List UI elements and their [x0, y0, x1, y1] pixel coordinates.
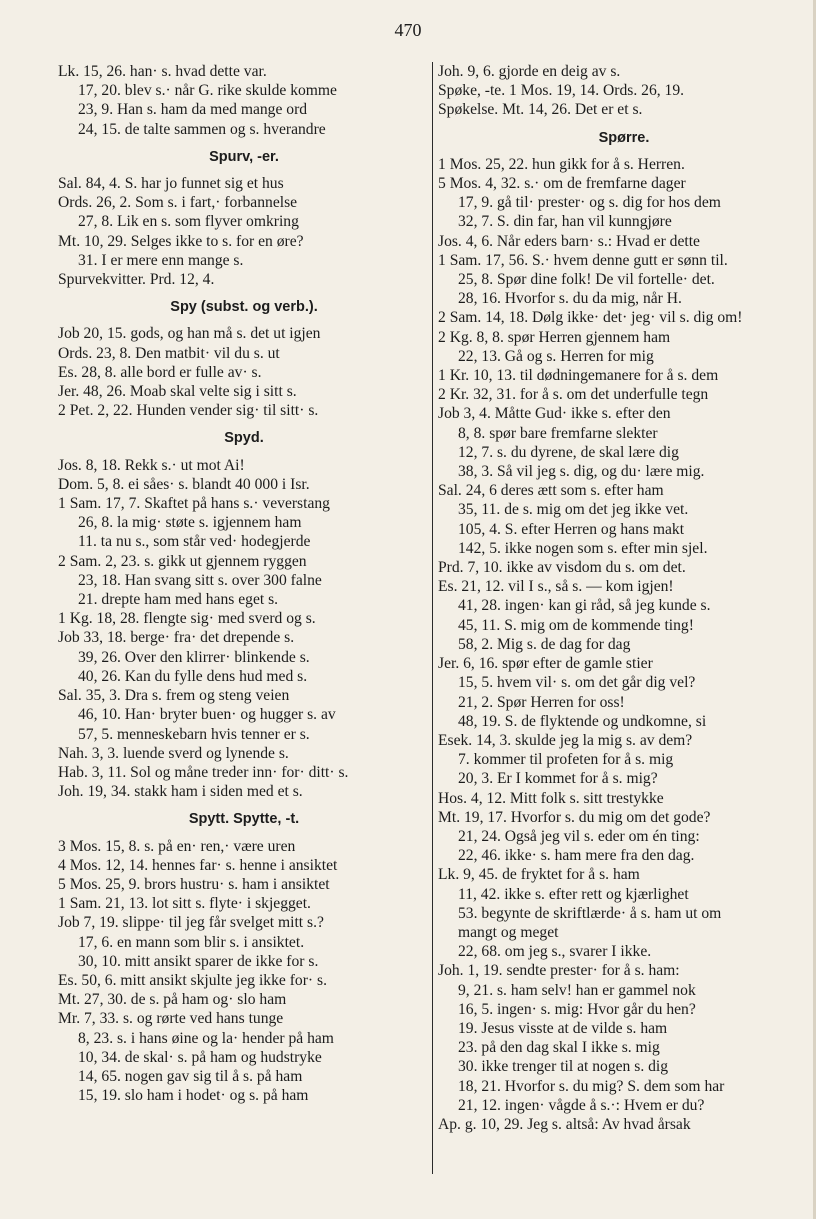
- entry-line: 26, 8. la mig· støte s. igjennem ham: [78, 514, 302, 532]
- entry-line: 28, 16. Hvorfor s. du da mig, når H.: [458, 290, 682, 308]
- entry-line: 2 Kr. 32, 31. for å s. om det underfulle tegn: [438, 386, 709, 404]
- entry-line: 22, 13. Gå og s. Herren for mig: [458, 347, 654, 365]
- entry-line: Hos. 4, 12. Mitt folk s. sitt trestykke: [438, 789, 664, 807]
- entry-line: 17, 6. en mann som blir s. i ansiktet.: [78, 933, 305, 951]
- entry-line: Sal. 24, 6 deres ætt som s. efter ham: [438, 482, 664, 500]
- entry-line: 2 Kg. 8, 8. spør Herren gjennem ham: [438, 328, 671, 346]
- entry-line: Job 33, 18. berge· fra· det drepende s.: [58, 629, 295, 647]
- entry-line: 23, 18. Han svang sitt s. over 300 falne: [78, 571, 322, 589]
- entry-line: Es. 28, 8. alle bord er fulle av· s.: [58, 363, 262, 381]
- entry-line: 17, 9. gå til· prester· og s. dig for hos dem: [458, 194, 721, 212]
- section-heading: Spy (subst. og verb.).: [170, 299, 318, 316]
- entry-line: Jos. 4, 6. Når eders barn· s.: Hvad er dette: [438, 232, 700, 250]
- entry-line: 19. Jesus visste at de vilde s. ham: [458, 1019, 668, 1037]
- entry-line: Ords. 26, 2. Som s. i fart,· forbannelse: [58, 194, 298, 212]
- entry-line: Esek. 14, 3. skulde jeg la mig s. av dem?: [438, 731, 693, 749]
- entry-line: Prd. 7, 10. ikke av visdom du s. om det.: [438, 559, 686, 577]
- entry-line: 48, 19. S. de flyktende og undkomne, si: [458, 712, 707, 730]
- entry-line: 105, 4. S. efter Herren og hans makt: [458, 520, 685, 538]
- entry-line: 17, 20. blev s.· når G. rike skulde komme: [78, 82, 337, 100]
- section-heading: Spyd.: [224, 430, 264, 447]
- entry-line: 21. drepte ham med hans eget s.: [78, 591, 279, 609]
- entry-line: Joh. 1, 19. sendte prester· for å s. ham:: [438, 962, 680, 980]
- entry-line: 9, 21. s. ham selv! han er gammel nok: [458, 981, 696, 999]
- entry-line: 16, 5. ingen· s. mig: Hvor går du hen?: [458, 1000, 696, 1018]
- entry-line: 58, 2. Mig s. de dag for dag: [458, 635, 631, 653]
- entry-line: 1 Kr. 10, 13. til dødningemanere for å s. dem: [438, 367, 719, 385]
- entry-line: Lk. 9, 45. de fryktet for å s. ham: [438, 866, 640, 884]
- entry-line: Mr. 7, 33. s. og rørte ved hans tunge: [58, 1010, 284, 1028]
- entry-line: Mt. 10, 29. Selges ikke to s. for en øre?: [58, 232, 304, 250]
- entry-line: 30. ikke trenger til at nogen s. dig: [458, 1058, 669, 1076]
- entry-line: 41, 28. ingen· kan gi råd, så jeg kunde s.: [458, 597, 711, 615]
- entry-line: Hab. 3, 11. Sol og måne treder inn· for· ditt· s.: [58, 763, 349, 781]
- entry-line: 32, 7. S. din far, han vil kunngjøre: [458, 213, 672, 231]
- entry-line: 39, 26. Over den klirrer· blinkende s.: [78, 648, 310, 666]
- entry-line: Jer. 6, 16. spør efter de gamle stier: [438, 655, 653, 673]
- entry-line: 22, 68. om jeg s., svarer I ikke.: [458, 943, 652, 961]
- entry-line: Spøkelse. Mt. 14, 26. Det er et s.: [438, 101, 643, 119]
- entry-line: 25, 8. Spør dine folk! De vil fortelle· det.: [458, 271, 715, 289]
- entry-line: mangt og meget: [458, 923, 559, 941]
- right-column: [438, 62, 810, 1134]
- entry-line: 53. begynte de skriftlærde· å s. ham ut om: [458, 904, 722, 922]
- entry-line: 40, 26. Kan du fylle dens hud med s.: [78, 667, 308, 685]
- section-heading: Spurv, -er.: [209, 148, 279, 165]
- entry-line: 1 Kg. 18, 28. flengte sig· med sverd og s.: [58, 610, 316, 628]
- entry-line: 18, 21. Hvorfor s. du mig? S. dem som har: [458, 1077, 725, 1095]
- entry-line: 21, 24. Også jeg vil s. eder om én ting:: [458, 827, 700, 845]
- entry-line: Joh. 9, 6. gjorde en deig av s.: [438, 63, 621, 80]
- entry-line: 11, 42. ikke s. efter rett og kjærlighet: [458, 885, 689, 903]
- entry-line: 3 Mos. 15, 8. s. på en· ren,· være uren: [58, 837, 296, 855]
- entry-line: Sal. 84, 4. S. har jo funnet sig et hus: [58, 175, 284, 193]
- entry-line: 5 Mos. 4, 32. s.· om de fremfarne dager: [438, 175, 686, 193]
- entry-line: 1 Sam. 17, 56. S.· hvem denne gutt er sønn til.: [438, 251, 728, 269]
- entry-line: 2 Sam. 14, 18. Dølg ikke· det· jeg· vil s. dig om!: [438, 309, 743, 327]
- entry-line: 38, 3. Så vil jeg s. dig, og du· lære mig.: [458, 463, 705, 481]
- entry-line: 23, 9. Han s. ham da med mange ord: [78, 101, 308, 119]
- entry-line: Mt. 27, 30. de s. på ham og· slo ham: [58, 991, 287, 1009]
- entry-line: 4 Mos. 12, 14. hennes far· s. henne i ansiktet: [58, 856, 338, 874]
- entry-line: Mt. 19, 17. Hvorfor s. du mig om det gode?: [438, 808, 711, 826]
- entry-line: Dom. 5, 8. ei såes· s. blandt 40 000 i Isr.: [58, 475, 310, 493]
- entry-line: 46, 10. Han· bryter buen· og hugger s. av: [78, 706, 336, 724]
- entry-line: Sal. 35, 3. Dra s. frem og steng veien: [58, 687, 290, 705]
- entry-line: Es. 21, 12. vil I s., så s. — kom igjen!: [438, 578, 674, 596]
- entry-line: 12, 7. s. du dyrene, de skal lære dig: [458, 443, 679, 461]
- entry-line: 31. I er mere enn mange s.: [78, 251, 244, 269]
- entry-line: 57, 5. menneskebarn hvis tenner er s.: [78, 725, 310, 743]
- entry-line: Job 20, 15. gods, og han må s. det ut igjen: [58, 325, 321, 343]
- page-number: 470: [394, 20, 422, 40]
- entry-line: Spøke, -te. 1 Mos. 19, 14. Ords. 26, 19.: [438, 82, 685, 100]
- entry-line: 27, 8. Lik en s. som flyver omkring: [78, 213, 299, 231]
- entry-line: 11. ta nu s., som står ved· hodegjerde: [78, 533, 311, 551]
- entry-line: Ords. 23, 8. Den matbit· vil du s. ut: [58, 344, 280, 362]
- entry-line: 1 Sam. 17, 7. Skaftet på hans s.· veverstang: [58, 495, 330, 513]
- entry-line: 45, 11. S. mig om de kommende ting!: [458, 616, 694, 634]
- entry-line: 20, 3. Er I kommet for å s. mig?: [458, 770, 658, 788]
- entry-line: Spurvekvitter. Prd. 12, 4.: [58, 271, 215, 289]
- entry-line: 2 Sam. 2, 23. s. gikk ut gjennem ryggen: [58, 552, 307, 570]
- entry-line: Lk. 15, 26. han· s. hvad dette var.: [58, 63, 267, 80]
- entry-line: 7. kommer til profeten for å s. mig: [458, 751, 674, 769]
- entry-line: 1 Sam. 21, 13. lot sitt s. flyte· i skjegget.: [58, 895, 311, 913]
- entry-line: 21, 2. Spør Herren for oss!: [458, 693, 625, 711]
- entry-line: 15, 19. slo ham i hodet· og s. på ham: [78, 1087, 309, 1105]
- entry-line: Jos. 8, 18. Rekk s.· ut mot Ai!: [58, 456, 245, 474]
- entry-line: Es. 50, 6. mitt ansikt skjulte jeg ikke for· s.: [58, 971, 327, 989]
- entry-line: 24, 15. de talte sammen og s. hverandre: [78, 120, 326, 138]
- entry-line: 21, 12. ingen· vågde å s.·: Hvem er du?: [458, 1096, 705, 1114]
- section-heading: Spytt. Spytte, -t.: [188, 811, 300, 828]
- entry-line: 1 Mos. 25, 22. hun gikk for å s. Herren.: [438, 155, 685, 173]
- entry-line: 2 Pet. 2, 22. Hunden vender sig· til sitt· s.: [58, 402, 319, 420]
- left-column: [58, 62, 430, 1105]
- entry-line: 10, 34. de skal· s. på ham og hudstryke: [78, 1048, 322, 1066]
- entry-line: 5 Mos. 25, 9. brors hustru· s. ham i ansiktet: [58, 875, 330, 893]
- entry-line: Job 7, 19. slippe· til jeg får svelget mitt s.?: [58, 914, 324, 932]
- entry-line: 8, 8. spør bare fremfarne slekter: [458, 424, 658, 442]
- entry-line: Joh. 19, 34. stakk ham i siden med et s.: [58, 783, 303, 801]
- entry-line: 22, 46. ikke· s. ham mere fra den dag.: [458, 847, 695, 865]
- entry-line: 15, 5. hvem vil· s. om det går dig vel?: [458, 674, 696, 692]
- entry-line: 23. på den dag skal I ikke s. mig: [458, 1039, 660, 1057]
- entry-line: 30, 10. mitt ansikt sparer de ikke for s.: [78, 952, 319, 970]
- entry-line: Jer. 48, 26. Moab skal velte sig i sitt s.: [58, 383, 297, 401]
- section-heading: Spørre.: [598, 129, 650, 146]
- entry-line: 35, 11. de s. mig om det jeg ikke vet.: [458, 501, 689, 519]
- entry-line: Job 3, 4. Måtte Gud· ikke s. efter den: [438, 405, 671, 423]
- entry-line: Nah. 3, 3. luende sverd og lynende s.: [58, 744, 289, 762]
- entry-line: 14, 65. nogen gav sig til å s. på ham: [78, 1067, 303, 1085]
- entry-line: 8, 23. s. i hans øine og la· hender på ham: [78, 1029, 334, 1047]
- column-divider: [432, 62, 433, 1174]
- entry-line: Ap. g. 10, 29. Jeg s. altså: Av hvad årsak: [438, 1115, 691, 1133]
- entry-line: 142, 5. ikke nogen som s. efter min sjel.: [458, 539, 708, 557]
